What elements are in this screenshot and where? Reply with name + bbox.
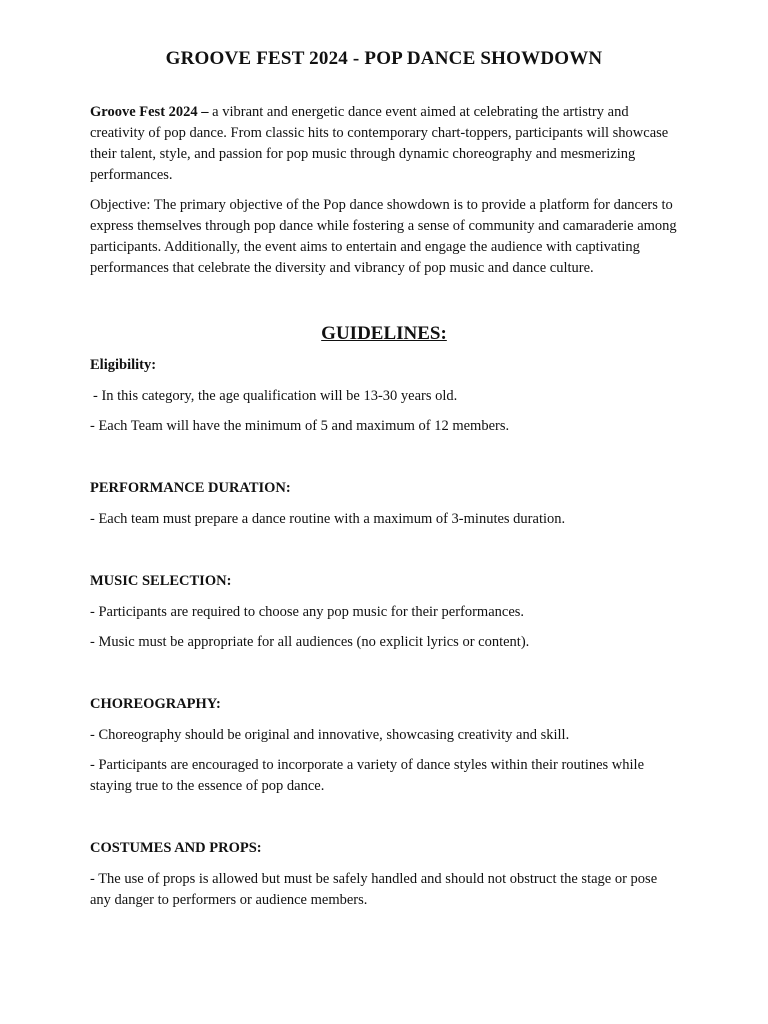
performance-duration-heading: PERFORMANCE DURATION: <box>90 480 291 496</box>
document-title: GROOVE FEST 2024 - POP DANCE SHOWDOWN <box>165 48 603 69</box>
music-selection-item: - Music must be appropriate for all audiences (no explicit lyrics or content). <box>90 634 530 650</box>
guidelines-heading: GUIDELINES: <box>321 323 447 344</box>
intro-paragraph <box>90 102 678 186</box>
objective-paragraph: Objective: The primary objective of the Pop dance showdown is to provide a platform for dancers to express themselves through pop dance while fostering a sense of community and camaraderie among participants. Additionally, the event aims to entertain and engage the audience with captivating performances that celebrate the diversity and vibrancy of pop music and dance culture. <box>90 197 677 276</box>
intro-text: a vibrant and energetic dance event aimed at celebrating the artistry and creativity of pop dance. From classic hits to contemporary chart-toppers, participants will showcase their talent, style, and passion for pop music through dynamic choreography and mesmerizing performances. <box>90 104 669 183</box>
choreography-heading: CHOREOGRAPHY: <box>90 696 221 712</box>
music-selection-item: - Participants are required to choose any pop music for their performances. <box>90 604 525 620</box>
costumes-props-heading: COSTUMES AND PROPS: <box>90 840 262 856</box>
intro-lead: Groove Fest 2024 – <box>90 104 209 120</box>
performance-duration-item: - Each team must prepare a dance routine with a maximum of 3-minutes duration. <box>90 511 566 527</box>
eligibility-heading: Eligibility: <box>90 357 157 373</box>
choreography-item: - Participants are encouraged to incorporate a variety of dance styles within their routines while staying true to the essence of pop dance. <box>90 757 645 794</box>
choreography-item: - Choreography should be original and innovative, showcasing creativity and skill. <box>90 727 570 743</box>
music-selection-heading: MUSIC SELECTION: <box>90 573 232 589</box>
eligibility-item: - Each Team will have the minimum of 5 and maximum of 12 members. <box>90 418 510 434</box>
costumes-props-item: - The use of props is allowed but must be safely handled and should not obstruct the stage or pose any danger to performers or audience members. <box>90 871 658 908</box>
eligibility-item: - In this category, the age qualification will be 13-30 years old. <box>93 388 458 404</box>
